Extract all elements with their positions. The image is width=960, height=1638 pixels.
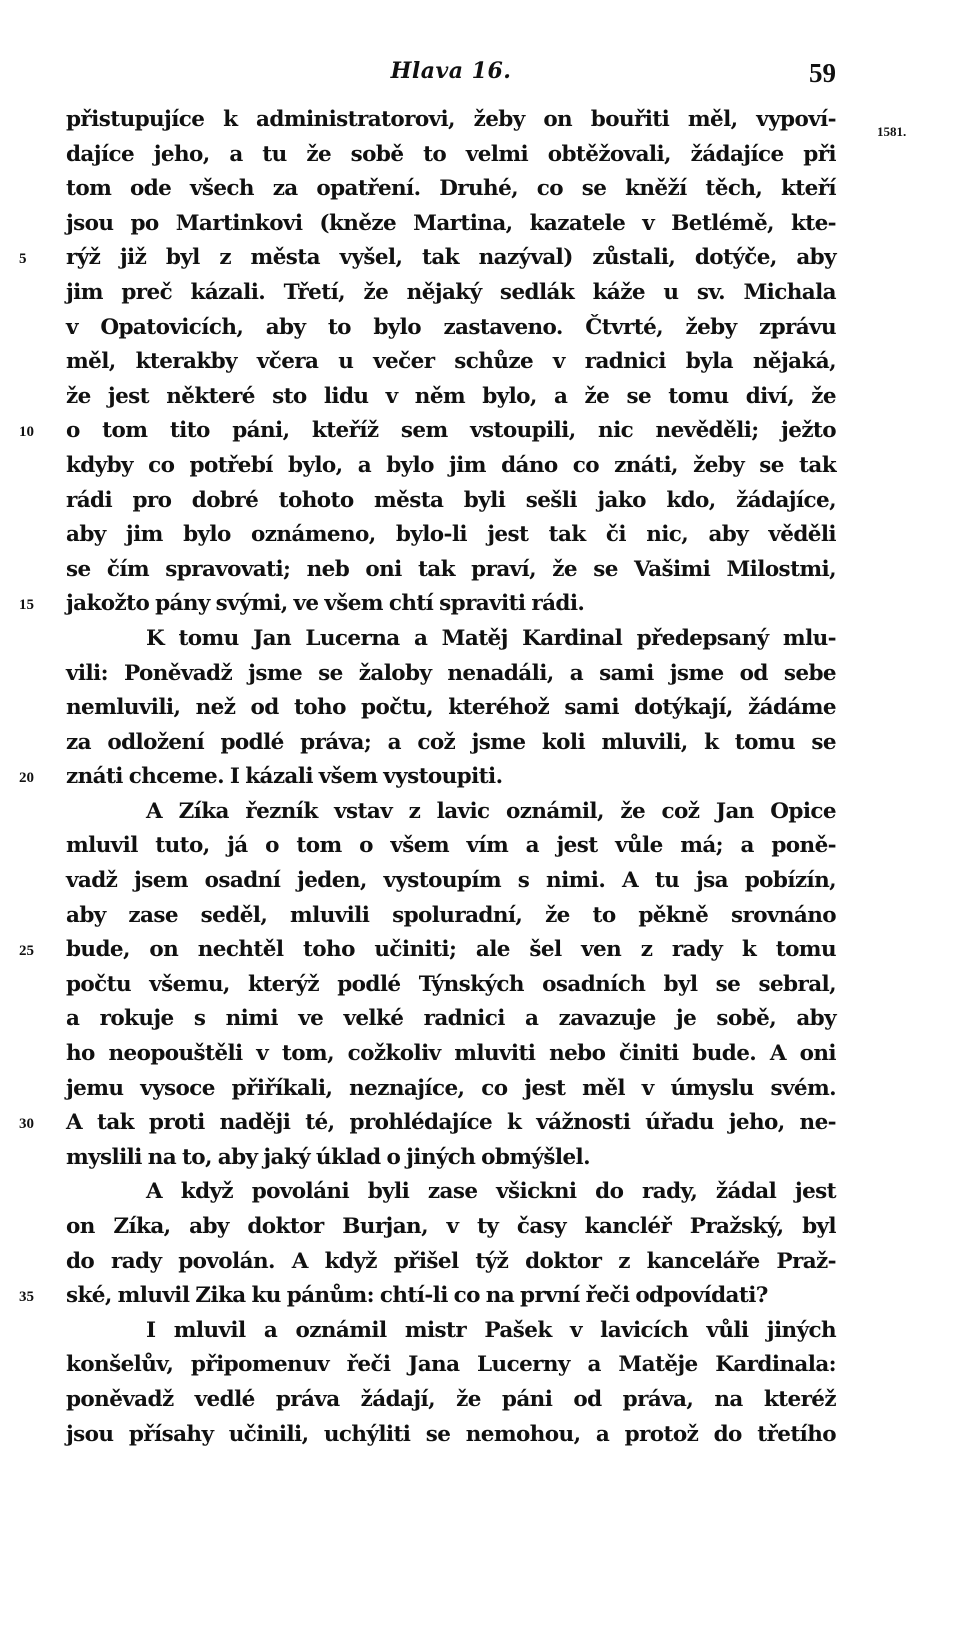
line-text: A Zíka řezník vstav z lavic oznámil, že což Jan Opice bbox=[146, 798, 836, 824]
text-line bbox=[66, 276, 836, 311]
line-text: v Opatovicích, aby to bylo zastaveno. Čtvrté, žeby zprávu bbox=[66, 314, 836, 340]
line-text: dajíce jeho, a tu že sobě to velmi obtěžovali, žádajíce při bbox=[66, 141, 836, 167]
line-number: 25 bbox=[19, 943, 34, 960]
text-line bbox=[19, 587, 836, 622]
line-text: tom ode všech za opatření. Druhé, co se kněží těch, kteří bbox=[66, 176, 836, 202]
line-text: znáti chceme. I kázali všem vystoupiti. bbox=[66, 764, 503, 790]
line-text: že jest některé sto lidu v něm bylo, a že se tomu diví, že bbox=[66, 383, 836, 409]
line-text: o tom tito páni, kteříž sem vstoupili, nic nevěděli; ježto bbox=[66, 418, 836, 444]
text-line bbox=[66, 138, 836, 173]
text-line bbox=[19, 760, 836, 795]
line-text: K tomu Jan Lucerna a Matěj Kardinal předepsaný mlu- bbox=[146, 625, 836, 651]
line-number: 20 bbox=[19, 770, 34, 787]
line-number: 35 bbox=[19, 1289, 34, 1306]
text-line bbox=[66, 1141, 836, 1176]
line-number: 5 bbox=[19, 251, 27, 268]
text-line bbox=[66, 207, 836, 242]
line-text: A když povoláni byli zase všickni do rady, žádal jest bbox=[146, 1179, 836, 1205]
text-line bbox=[66, 657, 836, 692]
line-number: 10 bbox=[19, 424, 34, 441]
text-line bbox=[66, 1418, 836, 1453]
text-line bbox=[66, 1314, 836, 1349]
text-line bbox=[66, 103, 836, 138]
text-line bbox=[66, 172, 836, 207]
line-text: ské, mluvil Zika ku pánům: chtí-li co na první řeči odpovídati? bbox=[66, 1283, 768, 1309]
text-line bbox=[66, 622, 836, 657]
text-line bbox=[66, 484, 836, 519]
line-text: se čím spravovati; neb oni tak praví, že se Vašimi Milostmi, bbox=[66, 556, 836, 582]
line-text: jsou po Martinkovi (kněze Martina, kazatele v Betlémě, kte- bbox=[66, 210, 836, 236]
text-line bbox=[19, 241, 836, 276]
text-line bbox=[66, 726, 836, 761]
text-line bbox=[66, 691, 836, 726]
line-text: poněvadž vedlé práva žádají, že páni od práva, na kteréž bbox=[66, 1386, 836, 1412]
text-line bbox=[66, 380, 836, 415]
line-text: jemu vysoce přiříkali, neznajíce, co jest měl v úmyslu svém. bbox=[66, 1075, 836, 1101]
line-text: za odložení podlé práva; a což jsme koli mluvili, k tomu se bbox=[66, 729, 836, 755]
text-line bbox=[66, 968, 836, 1003]
line-text: jim preč kázali. Třetí, že nějaký sedlák káže u sv. Michala bbox=[66, 279, 836, 305]
line-text: do rady povolán. A když přišel týž doktor z kanceláře Praž- bbox=[66, 1248, 836, 1274]
text-line bbox=[66, 899, 836, 934]
text-line bbox=[66, 449, 836, 484]
text-line bbox=[19, 414, 836, 449]
line-text: vadž jsem osadní jeden, vystoupím s nimi. A tu jsa pobízín, bbox=[66, 868, 836, 894]
line-text: mluvil tuto, já o tom o všem vím a jest vůle má; a poně- bbox=[66, 833, 836, 859]
line-text: nemluvili, než od toho počtu, kteréhož sami dotýkají, žádáme bbox=[66, 695, 836, 721]
text-line bbox=[66, 1175, 836, 1210]
text-line bbox=[66, 1348, 836, 1383]
text-line bbox=[66, 795, 836, 830]
line-text: konšelův, připomenuv řeči Jana Lucerny a Matěje Kardinala: bbox=[66, 1352, 836, 1378]
line-text: kdyby co potřebí bylo, a bylo jim dáno co znáti, žeby se tak bbox=[66, 452, 836, 478]
line-text: I mluvil a oznámil mistr Pašek v lavicích vůli jiných bbox=[146, 1317, 836, 1343]
text-line bbox=[66, 1245, 836, 1280]
line-text: jsou přísahy učinili, uchýliti se nemohou, a protož do třetího bbox=[66, 1421, 836, 1447]
text-line bbox=[66, 1072, 836, 1107]
text-line bbox=[66, 1383, 836, 1418]
line-text: jakožto pány svými, ve všem chtí spraviti rádi. bbox=[66, 591, 585, 617]
line-number: 30 bbox=[19, 1116, 34, 1133]
line-text: bude, on nechtěl toho učiniti; ale šel ven z rady k tomu bbox=[66, 937, 836, 963]
chapter-title: Hlava 16. bbox=[390, 58, 512, 84]
line-text: ho neopouštěli v tom, cožkoliv mluviti nebo činiti bude. A oni bbox=[66, 1041, 836, 1067]
line-text: počtu všemu, kterýž podlé Týnských osadních byl se sebral, bbox=[66, 971, 836, 997]
text-line bbox=[66, 345, 836, 380]
text-line bbox=[66, 1210, 836, 1245]
line-text: A tak proti naději té, prohlédajíce k vážnosti úřadu jeho, ne- bbox=[66, 1110, 836, 1136]
text-line bbox=[66, 311, 836, 346]
text-line bbox=[66, 518, 836, 553]
margin-year-note: 1581. bbox=[877, 124, 907, 139]
line-text: aby jim bylo oznámeno, bylo-li jest tak či nic, aby věděli bbox=[66, 522, 836, 548]
line-text: přistupujíce k administratorovi, žeby on bouřiti měl, vypoví- bbox=[66, 107, 836, 132]
text-line bbox=[66, 1002, 836, 1037]
line-text: vili: Poněvadž jsme se žaloby nenadáli, a sami jsme od sebe bbox=[66, 660, 836, 686]
page-number: 59 bbox=[809, 58, 836, 88]
text-line bbox=[19, 1106, 836, 1141]
line-text: rádi pro dobré tohoto města byli sešli jako kdo, žádajíce, bbox=[66, 487, 836, 513]
line-text: měl, kterakby včera u večer schůze v radnici byla nějaká, bbox=[66, 349, 836, 375]
line-text: aby zase seděl, mluvili spoluradní, že to pěkně srovnáno bbox=[66, 902, 836, 928]
line-text: myslili na to, aby jaký úklad o jiných obmýšlel. bbox=[66, 1144, 590, 1170]
line-text: rýž již byl z města vyšel, tak nazýval) zůstali, dotýče, aby bbox=[66, 245, 836, 271]
line-number: 15 bbox=[19, 597, 34, 614]
line-text: a rokuje s nimi ve velké radnici a zavazuje je sobě, aby bbox=[66, 1006, 836, 1032]
text-line bbox=[66, 553, 836, 588]
text-line bbox=[66, 829, 836, 864]
line-text: on Zíka, aby doktor Burjan, v ty časy kancléř Pražský, byl bbox=[66, 1214, 836, 1239]
text-line bbox=[66, 1037, 836, 1072]
text-line bbox=[19, 933, 836, 968]
text-line bbox=[66, 864, 836, 899]
text-line bbox=[19, 1279, 836, 1314]
running-head bbox=[66, 58, 836, 98]
body-text bbox=[19, 103, 836, 1452]
